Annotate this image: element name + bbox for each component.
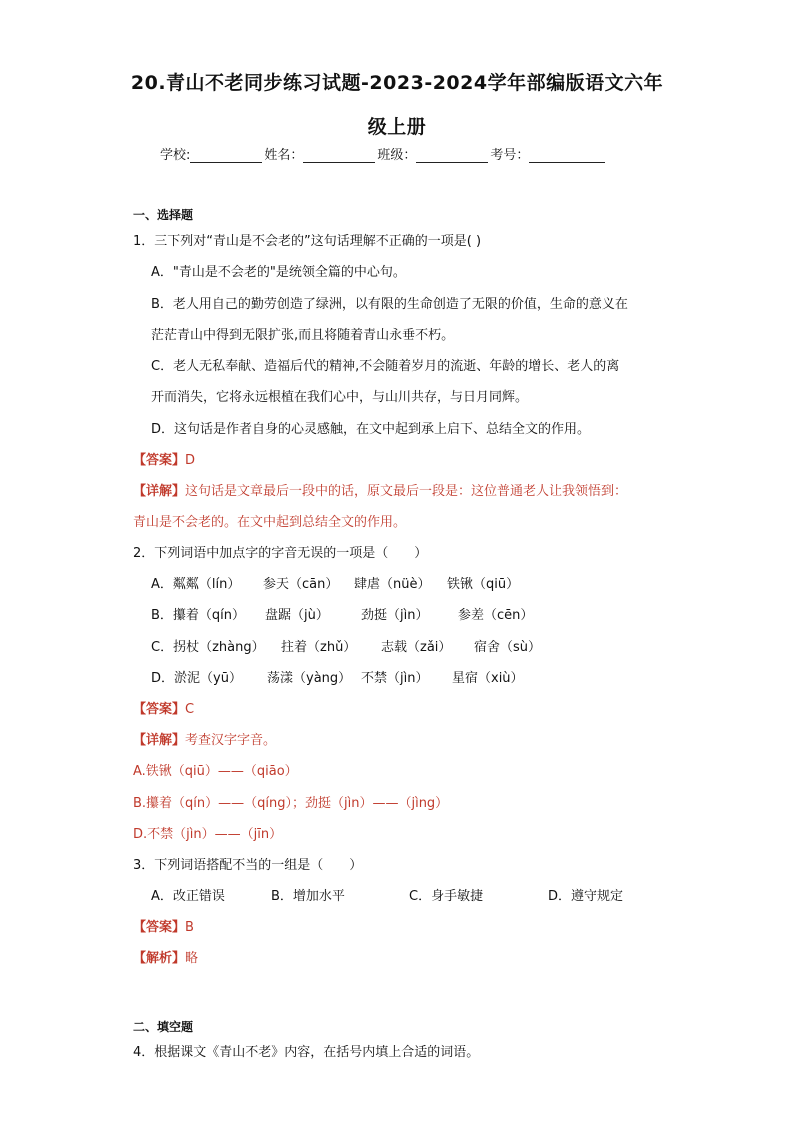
option-c-word2: 拄着（zhǔ）: [281, 640, 357, 655]
class-label: 班级：: [377, 148, 417, 163]
doc-title-line1: 20.青山不老同步练习试题-2023-2024学年部编版语文六年: [130, 72, 664, 94]
school-label: 学校:: [160, 148, 191, 163]
option-c: C．老人无私奉献、造福后代的精神,不会随着岁月的流逝、年龄的增长、老人的离: [151, 359, 620, 374]
option-a: A．改正错误: [151, 889, 225, 904]
analysis-tag: 【解析】: [133, 951, 186, 966]
option-b-word1: B．攥着（qín）: [151, 608, 246, 623]
question-stem: 1．三下列对“青山是不会老的”这句话理解不正确的一项是( ): [133, 234, 482, 249]
correction-a: A.铁锹（qiū）——（qiāo）: [133, 764, 298, 779]
option-a-word2: 参天（cān）: [263, 577, 339, 592]
detail-tag: 【详解】: [133, 484, 186, 499]
detail-text-cont: 青山是不会老的。在文中起到总结全文的作用。: [133, 515, 407, 530]
option-b: B．增加水平: [271, 889, 345, 904]
school-field[interactable]: [190, 148, 262, 163]
option-b-word4: 参差（cēn）: [458, 608, 534, 623]
option-c-word3: 志载（zǎi）: [381, 640, 452, 655]
answer-value: C: [185, 702, 195, 717]
answer-line: [133, 701, 194, 719]
answer-line: [133, 452, 195, 470]
option-d: D．遵守规定: [548, 889, 624, 904]
analysis-line: [133, 950, 198, 968]
student-info-row: [160, 144, 640, 163]
detail-text: 考查汉字字音。: [185, 733, 277, 748]
section-heading: 二、填空题: [133, 1020, 194, 1034]
option-b-cont: 茫茫青山中得到无限扩张,而且将随着青山永垂不朽。: [151, 328, 455, 343]
name-field[interactable]: [303, 148, 375, 163]
exam-no-field[interactable]: [529, 148, 605, 163]
option-a: A．"青山是不会老的"是统领全篇的中心句。: [151, 265, 406, 280]
exam-no-label: 考号：: [490, 148, 530, 163]
analysis-text: 略: [185, 951, 199, 966]
name-label: 姓名：: [264, 148, 304, 163]
question-stem: 2．下列词语中加点字的字音无误的一项是（ ）: [133, 546, 428, 561]
detail-line: [133, 483, 627, 501]
option-b-word3: 劲挺（jìn）: [361, 608, 429, 623]
option-a-word3: 肆虐（nüè）: [354, 577, 431, 592]
answer-line: [133, 919, 194, 937]
option-b-word2: 盘踞（jù）: [265, 608, 329, 623]
option-c: C．身手敏捷: [409, 889, 484, 904]
option-d-word2: 荡漾（yàng）: [267, 671, 352, 686]
option-c-word1: C．拐杖（zhàng）: [151, 640, 265, 655]
detail-text: 这句话是文章最后一段中的话，原文最后一段是：这位普通老人让我领悟到：: [185, 484, 628, 499]
correction-d: D.不禁（jìn）——（jīn）: [133, 827, 283, 842]
section-heading: 一、选择题: [133, 208, 194, 222]
question-stem: 4．根据课文《青山不老》内容，在括号内填上合适的词语。: [133, 1045, 480, 1060]
option-d-word4: 星宿（xiù）: [452, 671, 524, 686]
answer-tag: 【答案】: [133, 702, 186, 717]
option-d: D．这句话是作者自身的心灵感触，在文中起到承上启下、总结全文的作用。: [151, 422, 591, 437]
option-d-word1: D．淤泥（yū）: [151, 671, 242, 686]
answer-value: B: [185, 920, 194, 935]
option-c-word4: 宿舍（sù）: [474, 640, 542, 655]
option-b: B．老人用自己的勤劳创造了绿洲，以有限的生命创造了无限的价值，生命的意义在: [151, 297, 628, 312]
detail-line: [133, 732, 276, 750]
option-d-word3: 不禁（jìn）: [361, 671, 429, 686]
answer-value: D: [185, 453, 196, 468]
correction-b: B.攥着（qín）——（qíng）；劲挺（jìn）——（jìng）: [133, 796, 449, 811]
detail-tag: 【详解】: [133, 733, 186, 748]
option-c-cont: 开而消失，它将永远根植在我们心中，与山川共存，与日月同辉。: [151, 390, 529, 405]
option-a-word1: A．粼粼（lín）: [151, 577, 241, 592]
option-a-word4: 铁锹（qiū）: [447, 577, 520, 592]
answer-tag: 【答案】: [133, 920, 186, 935]
question-stem: 3．下列词语搭配不当的一组是（ ）: [133, 858, 363, 873]
answer-tag: 【答案】: [133, 453, 186, 468]
doc-title-line2: 级上册: [367, 116, 427, 138]
class-field[interactable]: [416, 148, 488, 163]
